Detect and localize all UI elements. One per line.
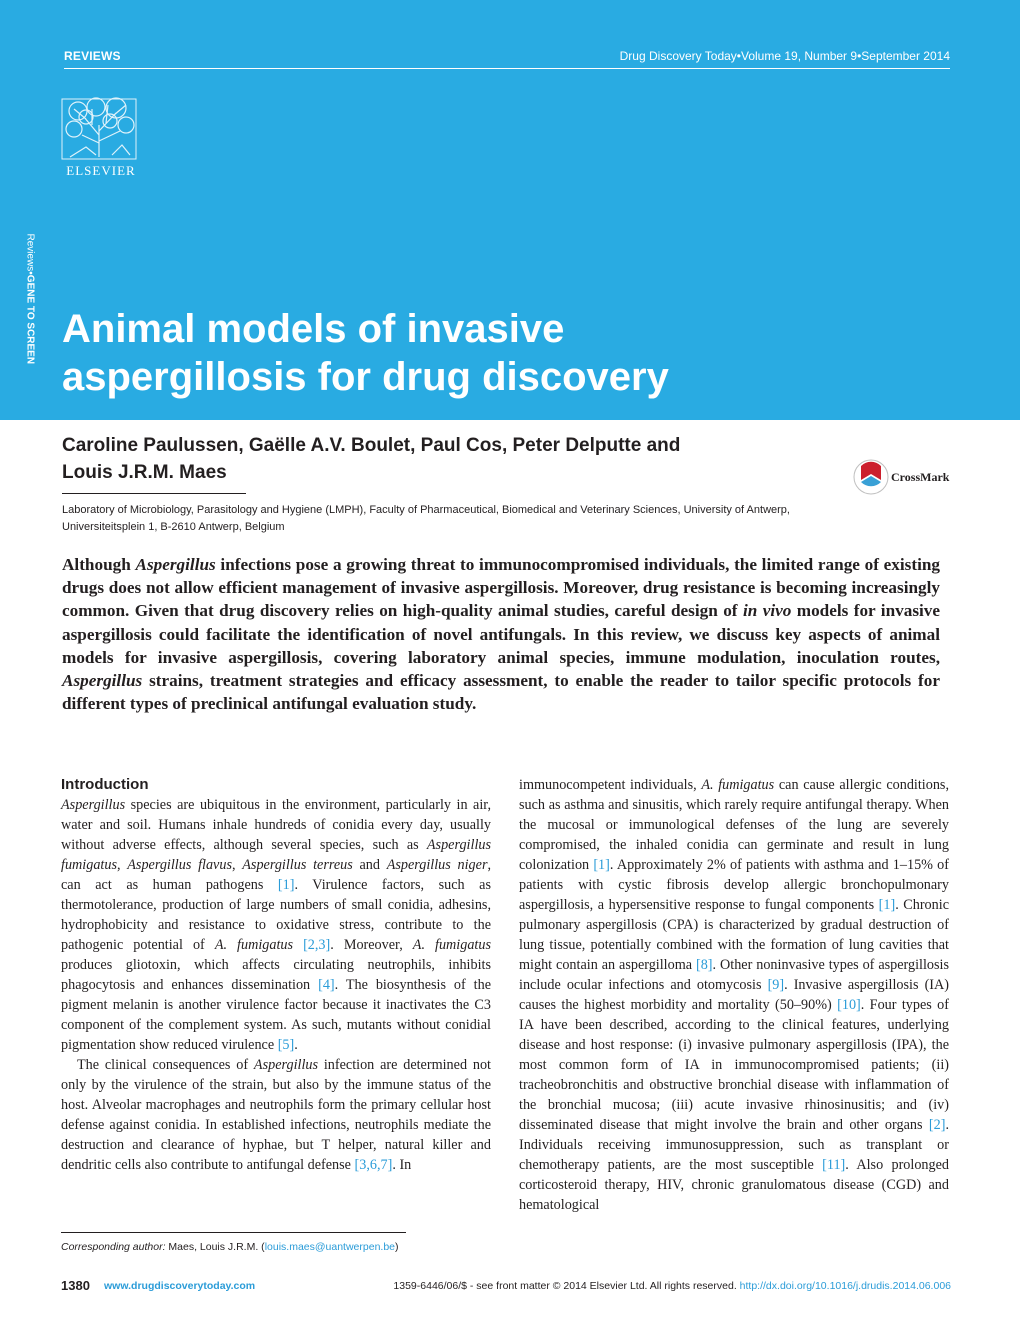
header-rule [64, 68, 950, 69]
citation-link[interactable]: [2,3] [303, 937, 331, 953]
corresponding-author-footnote: Corresponding author: Maes, Louis J.R.M. (louis.maes@uantwerpen.be) [61, 1241, 399, 1253]
citation-link[interactable]: [2] [928, 1117, 946, 1133]
crossmark-badge[interactable] [853, 458, 953, 496]
citation-link[interactable]: [1] [878, 897, 896, 913]
citation-link[interactable]: [4] [318, 977, 335, 993]
copyright-line: 1359-6446/06/$ - see front matter © 2014 Elsevier Ltd. All rights reserved. http://dx.doi.org/10.1016/j.drudis.2014.06.006 [393, 1280, 951, 1292]
header-banner [0, 0, 1020, 420]
citation-link[interactable]: [3,6,7] [354, 1157, 393, 1173]
citation-link[interactable]: [1] [593, 857, 610, 873]
citation-link[interactable]: [1] [277, 877, 295, 893]
footnote-rule [61, 1232, 406, 1233]
author-list: Caroline Paulussen, Gaëlle A.V. Boulet, Paul Cos, Peter Delputte and Louis J.R.M. Maes [62, 435, 681, 483]
body-paragraph: Aspergillus species are ubiquitous in the environment, particularly in air, water and soil. Humans inhale hundreds of conidia every day, usually without adverse effects, although several species, such as Aspergillus fumigatus, Aspergillus flavus, Aspergillus terreus and Aspergillus niger, can act as human pathogens [1]. Virulence factors, such as thermotolerance, production of large numbers of small conidia, adhesins, hydrophobicity and resistance to oxidative stress, contribute to the pathogenic potential of A. fumigatus [2,3]. Moreover, A. fumigatus produces gliotoxin, which affects circulating neutrophils, inhibits phagocytosis and enhances dissemination [4]. The biosynthesis of the pigment melanin is another virulence factor because it inactivates the C3 component of the complement system. As such, mutants without conidial pigmentation show reduced virulence [5]. [61, 797, 492, 1053]
svg-text:ELSEVIER: ELSEVIER [66, 163, 136, 178]
elsevier-tree-logo [56, 95, 146, 179]
citation-link[interactable]: [10] [837, 997, 861, 1013]
citation-link[interactable]: [5] [277, 1037, 295, 1053]
body-column-left [61, 775, 491, 1175]
journal-citation: Drug Discovery Today•Volume 19, Number 9•September 2014 [619, 49, 950, 63]
side-section-tab [18, 233, 42, 400]
citation-link[interactable]: [9] [767, 977, 785, 993]
author-affiliation: Laboratory of Microbiology, Parasitology and Hygiene (LMPH), Faculty of Pharmaceutical, Biomedical and Veterinary Sciences, University of Antwerp, Universiteitsplein 1, B-2610 Antwerp, Belgium [62, 504, 790, 533]
section-label: REVIEWS [64, 49, 121, 63]
author-email-link[interactable]: louis.maes@uantwerpen.be [264, 1241, 396, 1253]
section-heading-introduction: Introduction [61, 776, 149, 793]
citation-link[interactable]: [8] [695, 957, 713, 973]
body-column-right [519, 775, 949, 1215]
svg-text:CrossMark: CrossMark [891, 470, 950, 484]
citation-link[interactable]: [11] [822, 1157, 846, 1173]
journal-url-link[interactable]: www.drugdiscoverytoday.com [104, 1280, 256, 1292]
body-paragraph: immunocompetent individuals, A. fumigatus can cause allergic conditions, such as asthma and sinusitis, which rarely require antifungal therapy. When the mucosal or immunological defenses of the lung are severely compromised, the inhaled conidia can germinate and result in lung colonization [1]. Approximately 2% of patients with asthma and 1–15% of patients with cystic fibrosis develop allergic bronchopulmonary aspergillosis, a hypersensitive response to fungal components [1]. Chronic pulmonary aspergillosis (CPA) is characterized by gradual destruction of lung tissue, potentially combined with the formation of lung cavities that might contain an aspergilloma [8]. Other noninvasive types of aspergillosis include ocular infections and otomycosis [9]. Invasive aspergillosis (IA) causes the highest morbidity and mortality (50–90%) [10]. Four types of IA have been described, according to the clinical features, underlying disease and host response: (i) invasive pulmonary aspergillosis (IPA), the most common form of IA in immunocompromised patients; (ii) tracheobronchitis and obstructive bronchial disease with inflammation of the bronchial mucosa; (iii) acute invasive rhinosinusitis; and (iv) disseminated disease that might involve the brain and other organs [2]. Individuals receiving immunosuppression, such as transplant or chemotherapy patients, are the most susceptible [11]. Also prolonged corticosteroid therapy, HIV, chronic granulomatous disease (CGD) and hematological [519, 777, 950, 1213]
abstract-teaser: Although Aspergillus infections pose a growing threat to immunocompromised individuals, the limited range of existing drugs does not allow efficient management of invasive aspergillosis. Moreover, drug resistance is becoming increasingly common. Given that drug discovery relies on high-quality animal studies, careful design of in vivo models for invasive aspergillosis could facilitate the identification of novel antifungals. In this review, we discuss key aspects of animal models for invasive aspergillosis, covering laboratory animal species, immune modulation, inoculation routes, Aspergillus strains, treatment strategies and efficacy assessment, to enable the reader to tailor specific protocols for different types of preclinical antifungal evaluation study. [62, 555, 941, 714]
doi-link[interactable]: http://dx.doi.org/10.1016/j.drudis.2014.06.006 [739, 1280, 951, 1292]
side-tab-text: Reviews•GENE TO SCREEN [24, 233, 36, 365]
page-number: 1380 [61, 1278, 90, 1293]
body-paragraph: The clinical consequences of Aspergillus infection are determined not only by the virulence of the strain, but also by the immune status of the host. Alveolar macrophages and neutrophils form the primary cellular host defense against conidia. In established infections, neutrophils mediate the destruction and clearance of hyphae, but T helper, natural killer and dendritic cells also contribute to antifungal defense [3,6,7]. In [61, 1057, 491, 1173]
author-rule [62, 493, 246, 494]
article-title: Animal models of invasive aspergillosis for drug discovery [62, 307, 669, 399]
